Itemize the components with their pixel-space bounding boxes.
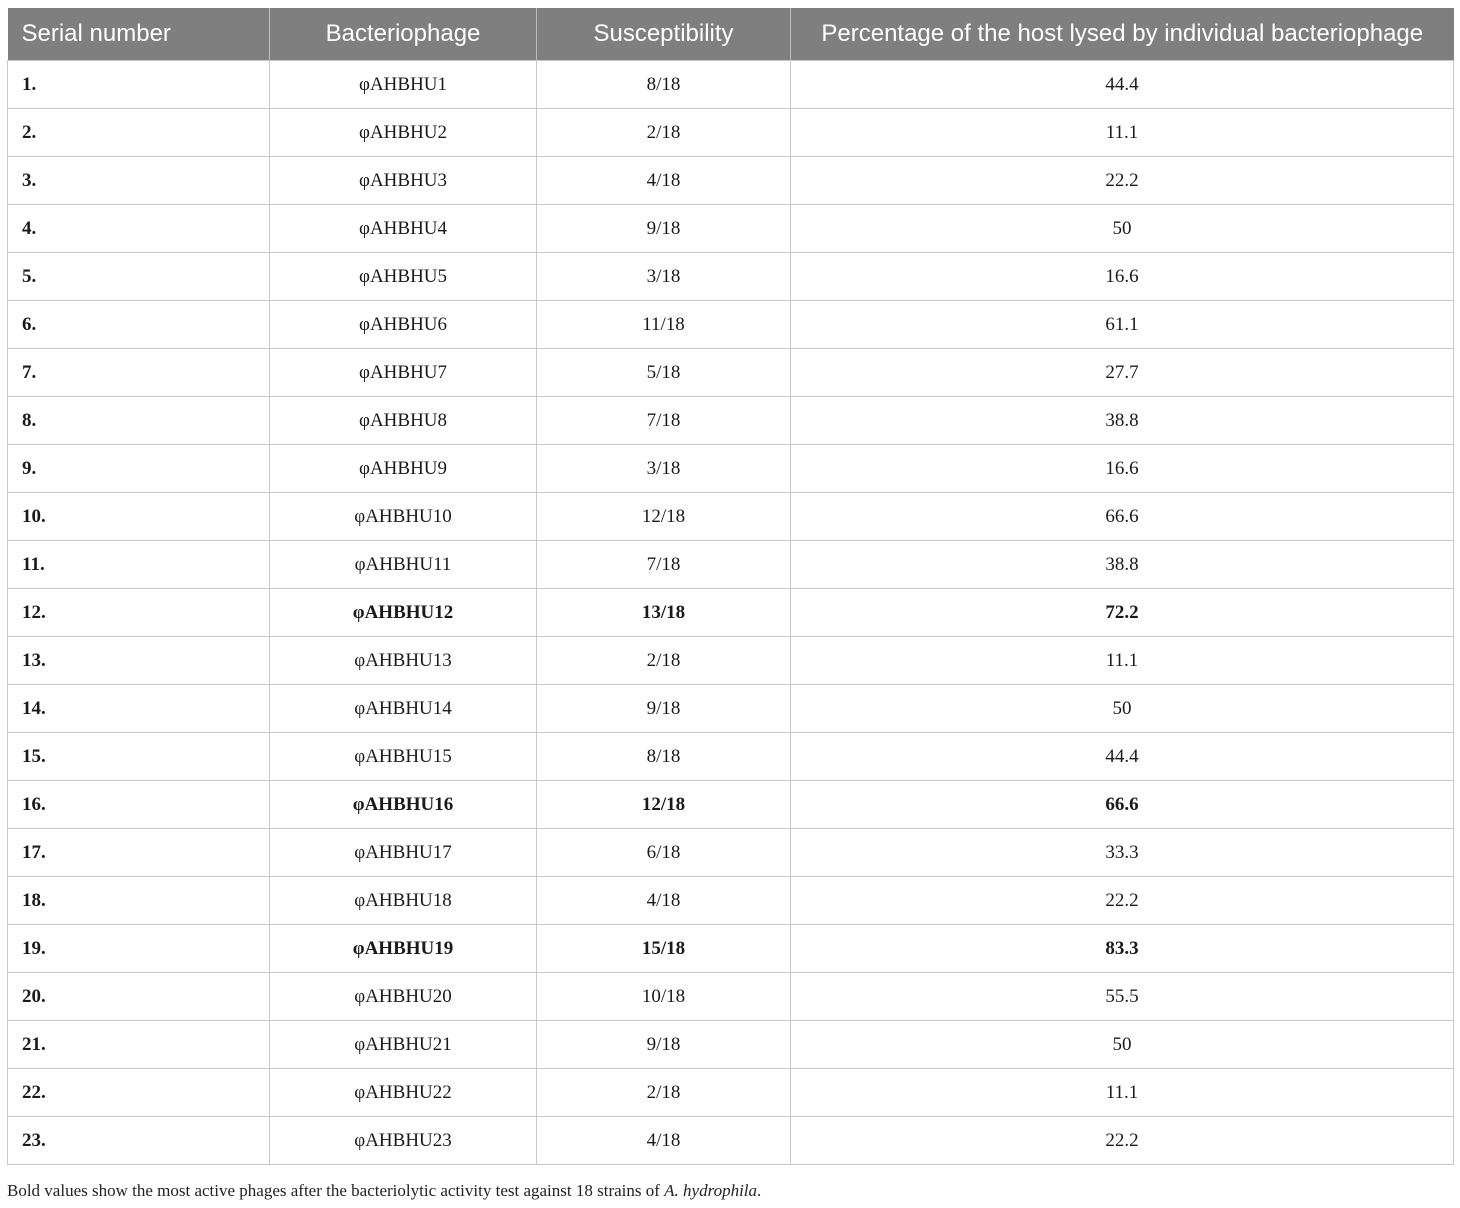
cell-bacteriophage: φAHBHU18 (270, 877, 537, 925)
cell-percentage-lysed: 72.2 (791, 589, 1454, 637)
table-row (8, 925, 1454, 973)
cell-percentage-lysed: 50 (791, 685, 1454, 733)
cell-bacteriophage: φAHBHU3 (270, 157, 537, 205)
cell-serial-number: 11. (8, 541, 270, 589)
cell-percentage-lysed: 16.6 (791, 253, 1454, 301)
cell-percentage-lysed: 22.2 (791, 1117, 1454, 1165)
cell-percentage-lysed: 50 (791, 1021, 1454, 1069)
footnote-end: . (757, 1181, 762, 1200)
table-row (8, 397, 1454, 445)
cell-bacteriophage: φAHBHU19 (270, 925, 537, 973)
cell-serial-number: 8. (8, 397, 270, 445)
cell-percentage-lysed: 27.7 (791, 349, 1454, 397)
cell-percentage-lysed: 55.5 (791, 973, 1454, 1021)
table-row (8, 685, 1454, 733)
cell-bacteriophage: φAHBHU16 (270, 781, 537, 829)
cell-bacteriophage: φAHBHU13 (270, 637, 537, 685)
cell-bacteriophage: φAHBHU4 (270, 205, 537, 253)
cell-bacteriophage: φAHBHU23 (270, 1117, 537, 1165)
table-row (8, 301, 1454, 349)
header-bacteriophage: Bacteriophage (270, 8, 537, 61)
cell-serial-number: 22. (8, 1069, 270, 1117)
cell-percentage-lysed: 33.3 (791, 829, 1454, 877)
cell-bacteriophage: φAHBHU22 (270, 1069, 537, 1117)
table-row (8, 541, 1454, 589)
cell-susceptibility: 12/18 (537, 493, 791, 541)
cell-susceptibility: 3/18 (537, 253, 791, 301)
cell-percentage-lysed: 22.2 (791, 157, 1454, 205)
cell-bacteriophage: φAHBHU9 (270, 445, 537, 493)
cell-bacteriophage: φAHBHU17 (270, 829, 537, 877)
cell-percentage-lysed: 16.6 (791, 445, 1454, 493)
table-row (8, 829, 1454, 877)
cell-susceptibility: 2/18 (537, 109, 791, 157)
cell-susceptibility: 7/18 (537, 397, 791, 445)
cell-percentage-lysed: 11.1 (791, 109, 1454, 157)
phage-susceptibility-table (7, 8, 1454, 1165)
cell-susceptibility: 2/18 (537, 637, 791, 685)
header-serial-number: Serial number (8, 8, 270, 61)
cell-bacteriophage: φAHBHU11 (270, 541, 537, 589)
cell-percentage-lysed: 83.3 (791, 925, 1454, 973)
cell-serial-number: 19. (8, 925, 270, 973)
table-row (8, 733, 1454, 781)
cell-serial-number: 7. (8, 349, 270, 397)
cell-susceptibility: 15/18 (537, 925, 791, 973)
cell-percentage-lysed: 66.6 (791, 781, 1454, 829)
table-row (8, 493, 1454, 541)
cell-serial-number: 13. (8, 637, 270, 685)
cell-serial-number: 1. (8, 61, 270, 109)
footnote-text: Bold values show the most active phages after the bacteriolytic activity test against 18 strains of (7, 1181, 665, 1200)
cell-susceptibility: 12/18 (537, 781, 791, 829)
cell-bacteriophage: φAHBHU2 (270, 109, 537, 157)
cell-susceptibility: 4/18 (537, 157, 791, 205)
cell-susceptibility: 10/18 (537, 973, 791, 1021)
cell-susceptibility: 4/18 (537, 1117, 791, 1165)
cell-susceptibility: 9/18 (537, 205, 791, 253)
table-row (8, 109, 1454, 157)
cell-serial-number: 18. (8, 877, 270, 925)
table-body (8, 61, 1454, 1165)
cell-serial-number: 6. (8, 301, 270, 349)
cell-serial-number: 9. (8, 445, 270, 493)
table-row (8, 973, 1454, 1021)
cell-susceptibility: 6/18 (537, 829, 791, 877)
cell-susceptibility: 7/18 (537, 541, 791, 589)
cell-bacteriophage: φAHBHU1 (270, 61, 537, 109)
cell-susceptibility: 5/18 (537, 349, 791, 397)
cell-bacteriophage: φAHBHU12 (270, 589, 537, 637)
cell-bacteriophage: φAHBHU20 (270, 973, 537, 1021)
footnote-species: A. hydrophila (664, 1181, 758, 1200)
cell-susceptibility: 3/18 (537, 445, 791, 493)
header-percentage-lysed: Percentage of the host lysed by individual bacteriophage (791, 8, 1454, 61)
cell-percentage-lysed: 22.2 (791, 877, 1454, 925)
cell-percentage-lysed: 38.8 (791, 397, 1454, 445)
cell-percentage-lysed: 11.1 (791, 1069, 1454, 1117)
cell-serial-number: 23. (8, 1117, 270, 1165)
cell-serial-number: 17. (8, 829, 270, 877)
cell-bacteriophage: φAHBHU8 (270, 397, 537, 445)
cell-susceptibility: 9/18 (537, 1021, 791, 1069)
cell-susceptibility: 8/18 (537, 61, 791, 109)
cell-percentage-lysed: 38.8 (791, 541, 1454, 589)
cell-serial-number: 4. (8, 205, 270, 253)
table-row (8, 205, 1454, 253)
cell-serial-number: 5. (8, 253, 270, 301)
table-header (8, 8, 1454, 61)
cell-susceptibility: 2/18 (537, 1069, 791, 1117)
cell-bacteriophage: φAHBHU7 (270, 349, 537, 397)
table-row (8, 1021, 1454, 1069)
table-row (8, 349, 1454, 397)
cell-susceptibility: 13/18 (537, 589, 791, 637)
table-row (8, 589, 1454, 637)
cell-bacteriophage: φAHBHU10 (270, 493, 537, 541)
cell-serial-number: 21. (8, 1021, 270, 1069)
table-row (8, 445, 1454, 493)
cell-percentage-lysed: 66.6 (791, 493, 1454, 541)
table-row (8, 61, 1454, 109)
table-row (8, 1117, 1454, 1165)
table-row (8, 253, 1454, 301)
table-row (8, 781, 1454, 829)
cell-bacteriophage: φAHBHU5 (270, 253, 537, 301)
cell-percentage-lysed: 61.1 (791, 301, 1454, 349)
table-row (8, 877, 1454, 925)
cell-bacteriophage: φAHBHU14 (270, 685, 537, 733)
cell-serial-number: 2. (8, 109, 270, 157)
cell-bacteriophage: φAHBHU6 (270, 301, 537, 349)
cell-serial-number: 14. (8, 685, 270, 733)
table-row (8, 157, 1454, 205)
data-table-container (7, 8, 1453, 1165)
cell-bacteriophage: φAHBHU15 (270, 733, 537, 781)
table-row (8, 1069, 1454, 1117)
cell-susceptibility: 9/18 (537, 685, 791, 733)
cell-serial-number: 3. (8, 157, 270, 205)
cell-percentage-lysed: 44.4 (791, 733, 1454, 781)
cell-serial-number: 12. (8, 589, 270, 637)
cell-susceptibility: 4/18 (537, 877, 791, 925)
header-row (8, 8, 1454, 61)
table-footnote (7, 1181, 761, 1201)
header-susceptibility: Susceptibility (537, 8, 791, 61)
cell-bacteriophage: φAHBHU21 (270, 1021, 537, 1069)
cell-percentage-lysed: 44.4 (791, 61, 1454, 109)
cell-serial-number: 16. (8, 781, 270, 829)
cell-percentage-lysed: 50 (791, 205, 1454, 253)
cell-serial-number: 20. (8, 973, 270, 1021)
cell-serial-number: 15. (8, 733, 270, 781)
cell-susceptibility: 8/18 (537, 733, 791, 781)
cell-percentage-lysed: 11.1 (791, 637, 1454, 685)
cell-serial-number: 10. (8, 493, 270, 541)
cell-susceptibility: 11/18 (537, 301, 791, 349)
table-row (8, 637, 1454, 685)
